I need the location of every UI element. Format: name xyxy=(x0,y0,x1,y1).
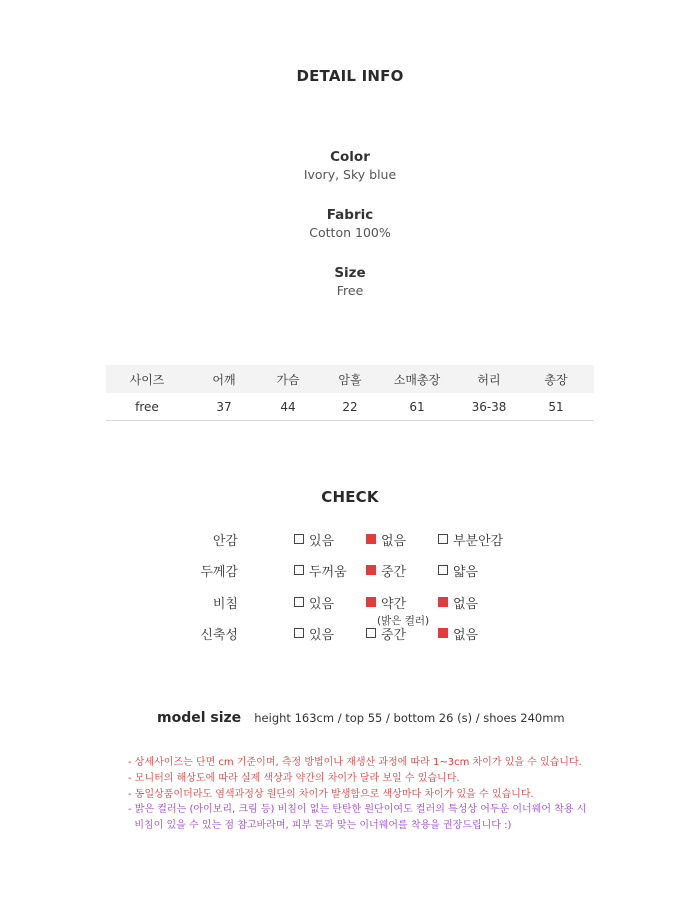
option-label: 없음 xyxy=(453,597,479,612)
model-size xyxy=(157,707,565,726)
detail-info-title: DETAIL INFO xyxy=(296,67,404,85)
size-table-header xyxy=(106,365,594,393)
checkbox-icon xyxy=(366,628,376,638)
table-header-cell: 총장 xyxy=(544,372,568,387)
option-label: 있음 xyxy=(309,628,335,643)
option-label: 중간 xyxy=(381,628,407,643)
model-size-label: model size xyxy=(157,710,242,726)
table-header-cell: 가슴 xyxy=(276,372,300,387)
option-label: 중간 xyxy=(381,565,407,580)
checkbox-icon xyxy=(294,628,304,638)
check-option xyxy=(438,624,478,643)
note-line: - 상세사이즈는 단면 cm 기준이며, 측정 방법이나 재생산 과정에 따라 1~3cm 차이가 있을 수 있습니다. xyxy=(128,757,582,768)
table-header-cell: 암홀 xyxy=(338,372,362,387)
option-label: 없음 xyxy=(381,534,407,549)
check-option xyxy=(438,593,478,612)
option-label: 얇음 xyxy=(453,565,479,580)
check-option xyxy=(294,624,334,643)
checkbox-checked-icon xyxy=(366,565,376,575)
check-option xyxy=(438,530,503,549)
fabric-label: Fabric xyxy=(326,207,374,223)
option-label: 없음 xyxy=(453,628,479,643)
check-row-label: 안감 xyxy=(212,534,238,549)
checkbox-icon xyxy=(294,597,304,607)
table-cell: free xyxy=(135,399,159,414)
note-line: 비침이 있을 수 있는 점 참고바라며, 피부 톤과 맞는 이너웨어를 착용을 권장드립니다 :) xyxy=(128,820,512,831)
check-option xyxy=(294,593,334,612)
option-label: 부분안감 xyxy=(453,534,504,549)
checkbox-checked-icon xyxy=(438,597,448,607)
size-label: Size xyxy=(334,265,366,281)
table-cell: 44 xyxy=(280,399,296,414)
color-value: Ivory, Sky blue xyxy=(303,167,397,182)
table-cell: 36-38 xyxy=(471,399,507,414)
color-label: Color xyxy=(330,149,370,165)
check-title: CHECK xyxy=(321,488,379,506)
table-cell: 61 xyxy=(409,399,425,414)
check-row-label: 신축성 xyxy=(200,628,238,643)
table-cell: 37 xyxy=(216,399,232,414)
check-option xyxy=(366,593,429,628)
checkbox-checked-icon xyxy=(438,628,448,638)
table-cell: 51 xyxy=(548,399,564,414)
check-row-label: 두께감 xyxy=(200,565,238,580)
table-row xyxy=(106,393,594,421)
note-line: - 밝은 컬러는 (아이보리, 크림 등) 비침이 없는 탄탄한 원단이여도 컬러의 특성상 어두운 이너웨어 착용 시 xyxy=(128,804,587,815)
check-option xyxy=(294,530,334,549)
check-option xyxy=(294,561,347,580)
table-cell: 22 xyxy=(342,399,358,414)
table-header-cell: 어깨 xyxy=(212,372,236,387)
option-label: 있음 xyxy=(309,534,335,549)
option-note: (밝은 컬러) xyxy=(377,615,430,627)
table-header-cell: 사이즈 xyxy=(129,372,165,387)
check-option xyxy=(366,624,406,643)
note-line: - 동일상품이더라도 염색과정상 원단의 차이가 발생함으로 색상마다 차이가 있을 수 있습니다. xyxy=(128,789,534,800)
note-line: - 모니터의 해상도에 따라 실제 색상과 약간의 차이가 달라 보일 수 있습니다. xyxy=(128,773,460,784)
checkbox-icon xyxy=(438,565,448,575)
checkbox-icon xyxy=(294,534,304,544)
option-label: 약간 xyxy=(381,597,407,612)
check-option xyxy=(366,561,406,580)
check-row-label: 비침 xyxy=(212,597,238,612)
model-size-value: height 163cm / top 55 / bottom 26 (s) / shoes 240mm xyxy=(254,711,565,725)
option-label: 두꺼움 xyxy=(309,565,347,580)
fabric-value: Cotton 100% xyxy=(309,225,391,240)
checkbox-icon xyxy=(294,565,304,575)
option-label-group xyxy=(377,593,430,628)
check-option xyxy=(366,530,406,549)
table-header-cell: 허리 xyxy=(477,372,501,387)
check-option xyxy=(438,561,478,580)
table-header-cell: 소매총장 xyxy=(393,372,441,387)
checkbox-icon xyxy=(438,534,448,544)
option-label: 있음 xyxy=(309,597,335,612)
size-value: Free xyxy=(336,283,364,298)
checkbox-checked-icon xyxy=(366,597,376,607)
checkbox-checked-icon xyxy=(366,534,376,544)
